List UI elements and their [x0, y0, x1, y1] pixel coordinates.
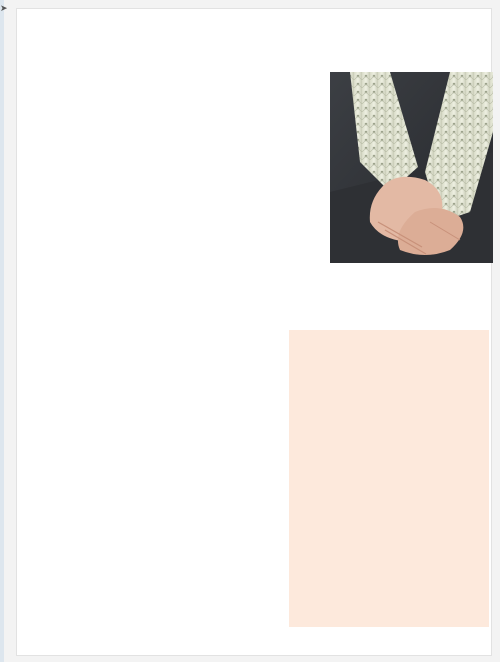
chart-panel	[289, 330, 489, 627]
page-gutter	[0, 0, 4, 662]
corner-mark-icon: ➤	[0, 4, 8, 14]
magazine-page	[16, 8, 492, 656]
mittens-photo	[330, 72, 493, 263]
fingerless-gloves-image	[330, 72, 493, 263]
knitting-chart-grid	[289, 350, 489, 490]
